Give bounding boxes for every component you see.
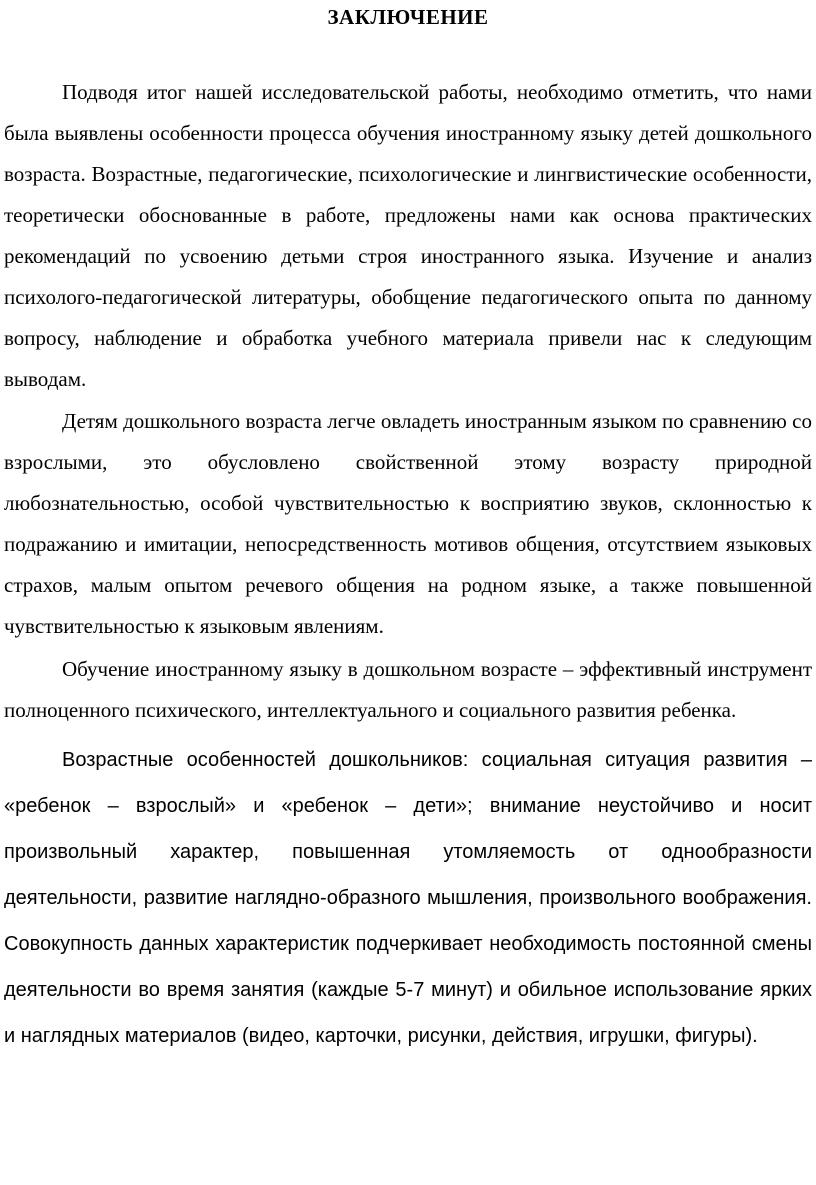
paragraph-learning-effectiveness: Обучение иностранному языку в дошкольном возрасте – эффективный инструмент полноценного психического, интеллектуального и социального развития ребенка. xyxy=(4,657,812,722)
paragraph-age-features: Возрастные особенностей дошкольников: социальная ситуация развития – «ребенок – взрослый» и «ребенок – дети»; внимание неустойчиво и носит произвольный характер, повышенная утомляемость от однообразности деятельности, развитие наглядно-образного мышления, произвольного воображения. Совокупность данных характеристик подчеркивает необходимость постоянной смены деятельности во время занятия (каждые 5-7 минут) и обильное использование ярких и наглядных материалов (видео, карточки, рисунки, действия, игрушки, фигуры). xyxy=(4,749,812,1047)
page-title: ЗАКЛЮЧЕНИЕ xyxy=(327,5,489,29)
paragraph-preschool-advantages: Детям дошкольного возраста легче овладеть иностранным языком по сравнению со взрослыми, это обусловлено свойственной этому возрасту природной любознательностью, особой чувствительностью к восприятию звуков, склонностью к подражанию и имитации, непосредственность мотивов общения, отсутствием языковых страхов, малым опытом речевого общения на родном языке, а также повышенной чувствительностью к языковым явлениям. xyxy=(4,409,812,638)
paragraph-summary: Подводя итог нашей исследовательской работы, необходимо отметить, что нами была выявлены особенности процесса обучения иностранному языку детей дошкольного возраста. Возрастные, педагогические, психологические и лингвистические особенности, теоретически обоснованные в работе, предложены нами как основа практических рекомендаций по усвоению детьми строя иностранного языка. Изучение и анализ психолого-педагогической литературы, обобщение педагогического опыта по данному вопросу, наблюдение и обработка учебного материала привели нас к следующим выводам. xyxy=(4,80,812,391)
